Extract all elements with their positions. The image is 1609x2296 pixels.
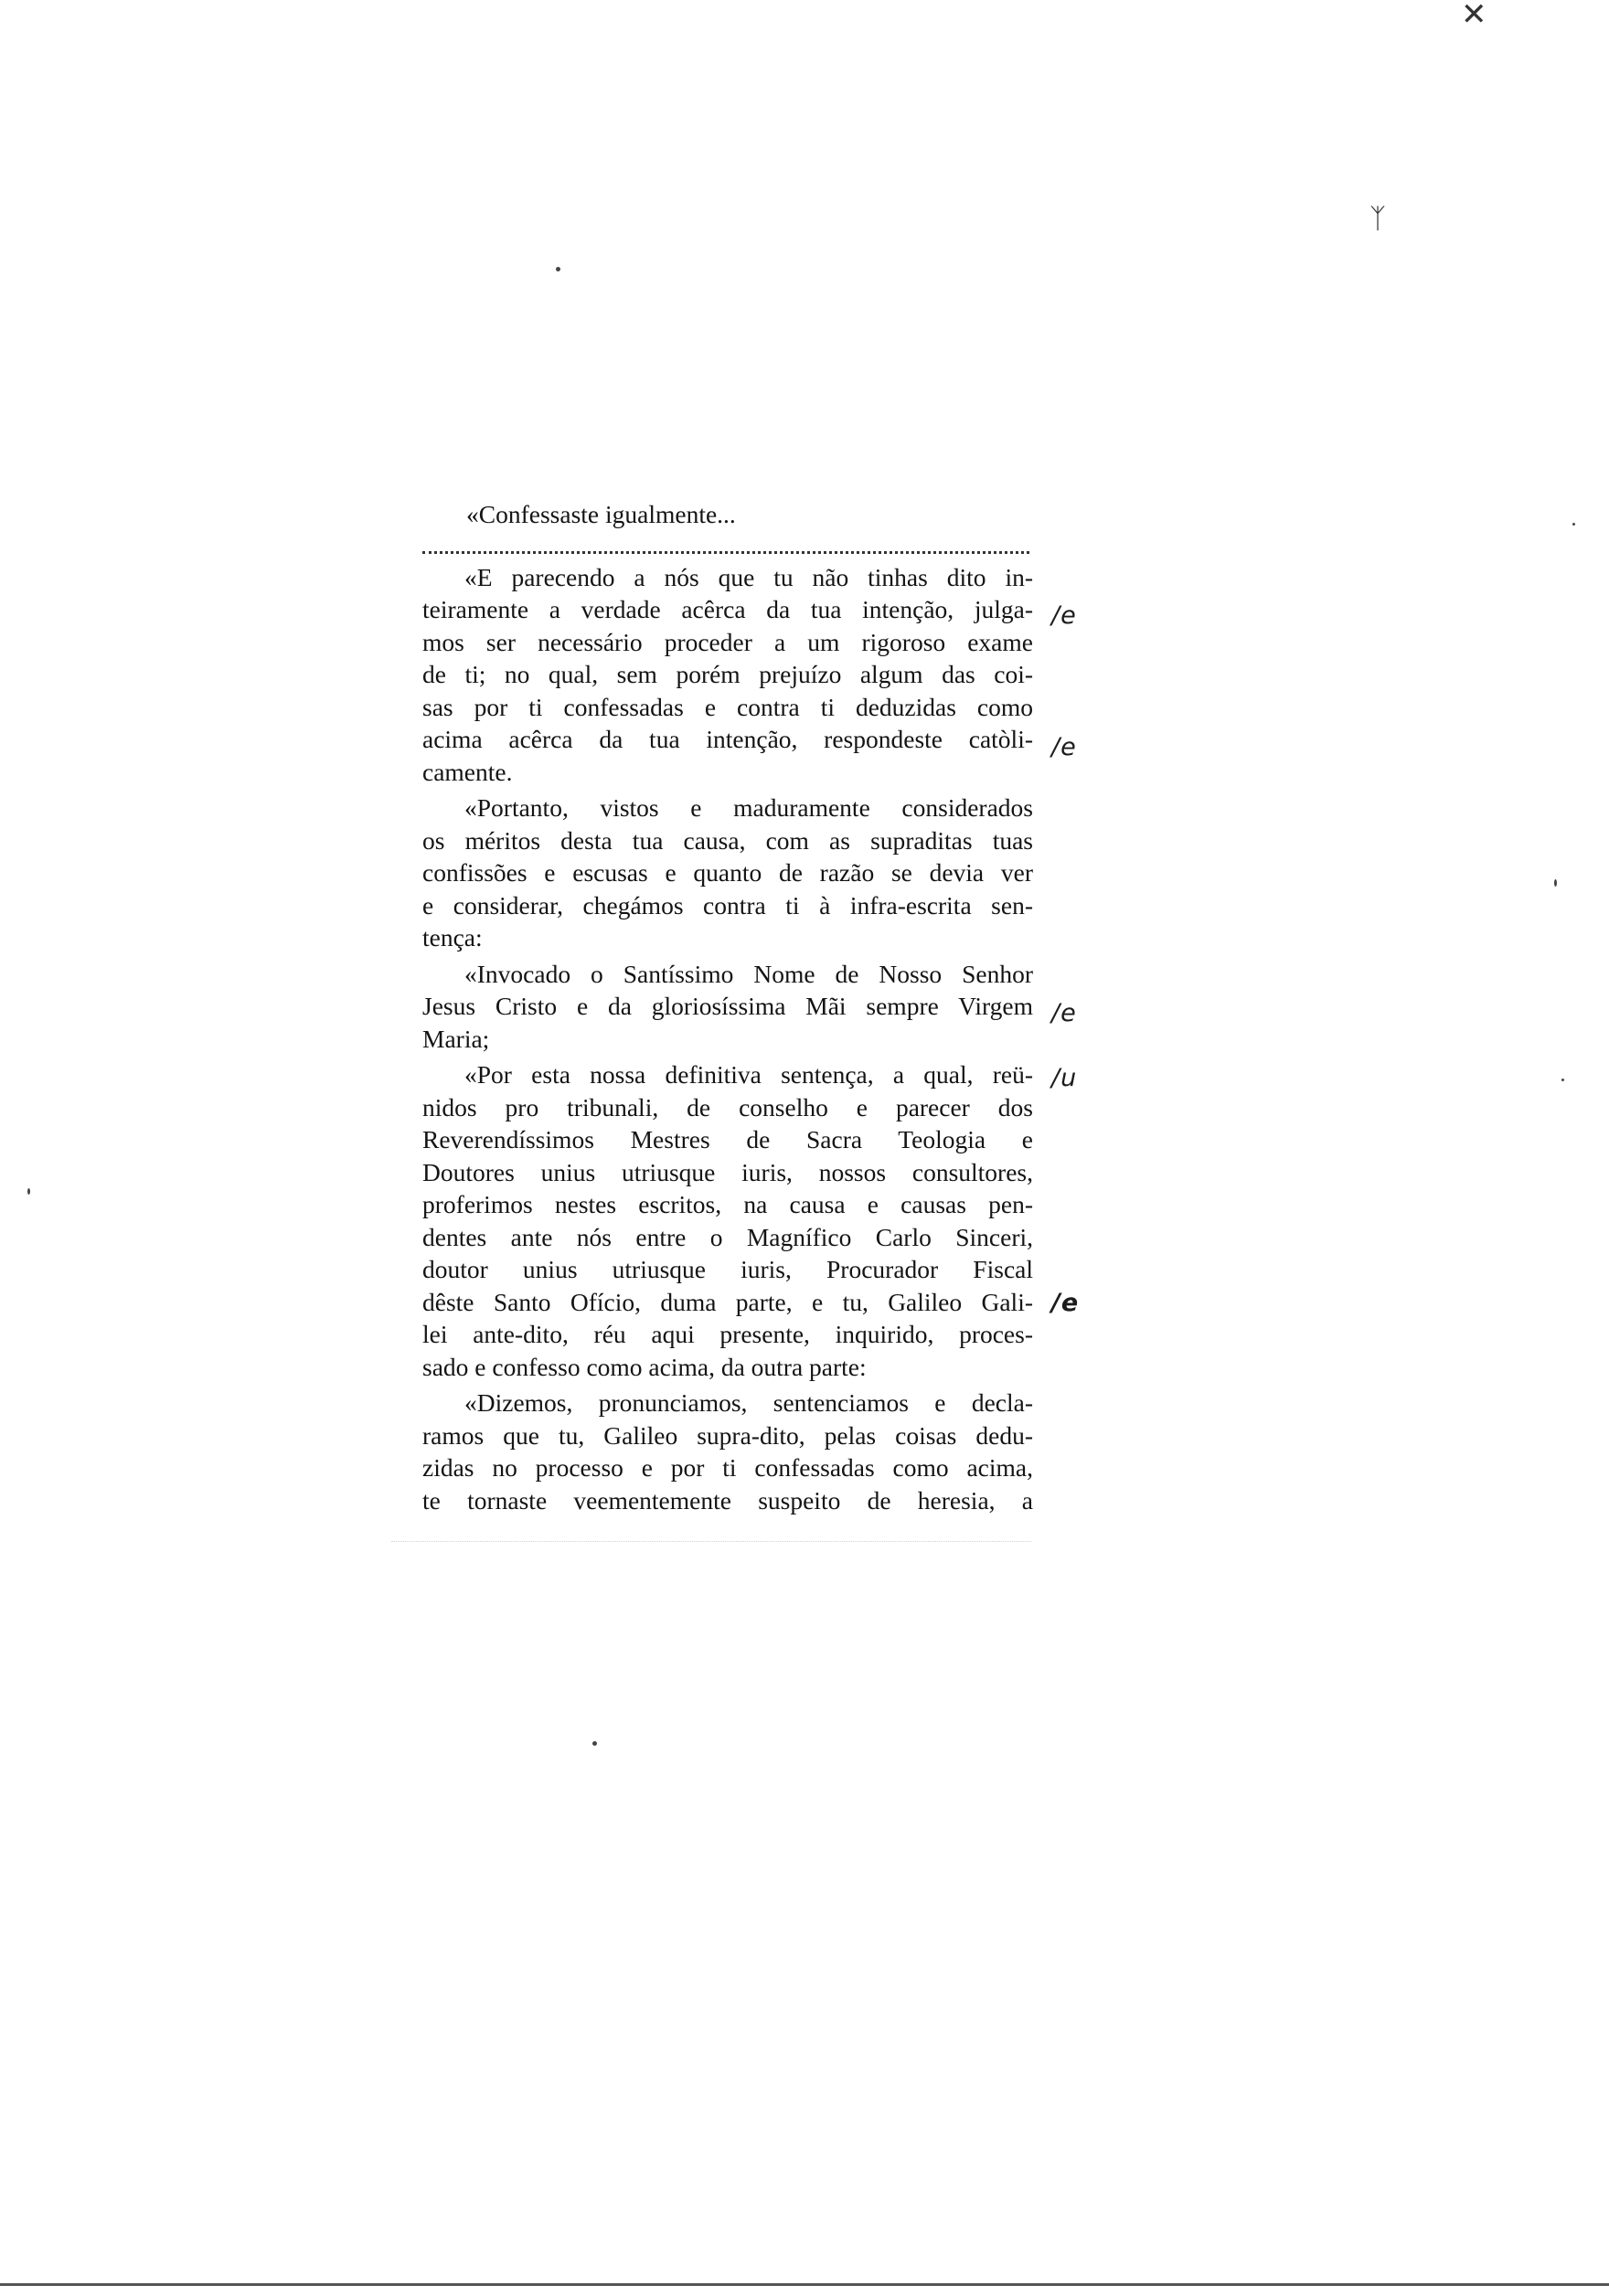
text-line: confissões e escusas e quanto de razão se devia ver [422,858,1033,887]
paragraph-3 [422,958,1033,1056]
text-line: dêste Santo Ofício, duma parte, e tu, Galileo Gali- [422,1287,1033,1316]
text-line: doutor unius utriusque iuris, Procurador Fiscal [422,1255,1033,1283]
text-line: sas por ti confessadas e contra ti deduzidas como [422,692,1033,721]
margin-correction-note: /u [1051,1064,1078,1092]
margin-correction-note: /e [1051,601,1077,630]
text-line: zidas no processo e por ti confessadas como acima, [422,1453,1033,1482]
margin-correction-note: /e [1051,733,1077,761]
text-line: e considerar, chegámos contra ti à infra-escrita sen- [422,890,1033,919]
text-line: de ti; no qual, sem porém prejuízo algum das coi- [422,660,1033,688]
text-line: lei ante-dito, réu aqui presente, inquirido, proces- [422,1320,1033,1348]
ellipsis-dotted-rule [422,533,1029,554]
text-line: Doutores unius utriusque iuris, nossos consultores, [422,1157,1033,1186]
speck [592,1741,597,1746]
text-line: ramos que tu, Galileo supra-dito, pelas coisas dedu- [422,1420,1033,1450]
paragraph-4 [422,1058,1033,1383]
speck [556,267,560,271]
paragraph-1 [422,561,1033,789]
text-line: tença: [422,923,483,951]
margin-correction-note: /e [1051,1289,1080,1317]
corner-cross-mark: ✕ [1461,0,1487,33]
paragraph-5 [422,1387,1033,1516]
faint-rule [391,1541,1031,1542]
speck [1572,523,1575,526]
text-line: dentes ante nós entre o Magnífico Carlo Sinceri, [422,1222,1033,1251]
text-line: «E parecendo a nós que tu não tinhas dito in- [464,562,1033,591]
text-line: Maria; [422,1024,490,1053]
text-line: te tornaste veementemente suspeito de heresia, a [422,1485,1033,1515]
text-line: «Invocado o Santíssimo Nome de Nosso Senhor [464,959,1033,988]
text-line: «Por esta nossa definitiva sentença, a qual, reü- [464,1060,1033,1089]
margin-correction-note: /e [1051,999,1077,1027]
text-line: mos ser necessário proceder a um rigoroso exame [422,627,1033,656]
text-line: Reverendíssimos Mestres de Sacra Teologia e [422,1125,1033,1153]
text-line: sado e confesso como acima, da outra parte: [422,1352,867,1381]
text-line: Jesus Cristo e da gloriosíssima Mãi sempre Virgem [422,992,1033,1020]
text-line: «Portanto, vistos e maduramente considerados [464,793,1033,822]
corner-handwritten-mark: ᛉ [1369,203,1386,235]
text-line: proferimos nestes escritos, na causa e causas pen- [422,1190,1033,1218]
text-line: os méritos desta tua causa, com as supraditas tuas [422,825,1033,855]
speck [1554,879,1557,887]
text-line: nidos pro tribunali, de conselho e parecer dos [422,1092,1033,1121]
text-line: acima acêrca da tua intenção, respondeste catòli- [422,725,1033,753]
text-line: camente. [422,757,513,786]
speck [27,1188,30,1195]
page-bottom-edge [0,2283,1609,2286]
text-line: «Dizemos, pronunciamos, sentenciamos e decla- [464,1388,1033,1417]
section-heading: «Confessaste igualmente... [466,500,736,528]
text-column [422,498,1033,1520]
text-line: teiramente a verdade acêrca da tua intenção, julga- [422,595,1033,623]
paragraph-2 [422,792,1033,954]
speck [1561,1079,1564,1081]
